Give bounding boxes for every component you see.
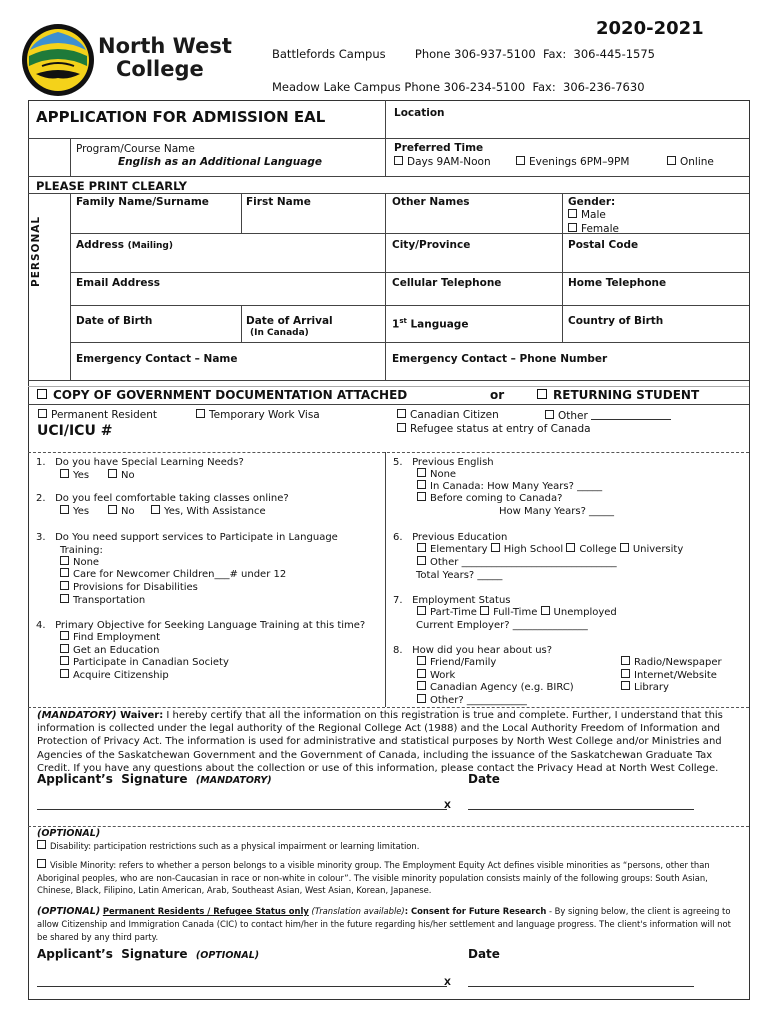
time-days-option[interactable]: Days 9AM-Noon xyxy=(394,156,491,169)
time-days-checkbox[interactable] xyxy=(394,156,403,165)
mandatory-signature-label: Applicant’s Signature (MANDATORY) xyxy=(37,772,272,786)
q6-education-options xyxy=(417,543,683,556)
birth-country-label: Country of Birth xyxy=(568,315,664,327)
q2-assist-option[interactable]: Yes, With Assistance xyxy=(151,505,266,518)
q1-no-checkbox[interactable] xyxy=(108,469,117,478)
postal-code-label: Postal Code xyxy=(568,239,639,251)
permanent-resident-option[interactable]: Permanent Resident xyxy=(38,409,157,422)
time-evenings-checkbox[interactable] xyxy=(516,156,525,165)
q8-library-checkbox[interactable] xyxy=(621,681,630,690)
citizen-checkbox[interactable] xyxy=(397,409,406,418)
college-logo xyxy=(20,22,96,98)
other-names-label: Other Names xyxy=(392,196,470,208)
time-evenings-option[interactable]: Evenings 6PM–9PM xyxy=(516,156,629,169)
optional-signature-x: X xyxy=(444,978,451,988)
permanent-resident-checkbox[interactable] xyxy=(38,409,47,418)
gender-male-option[interactable]: Male xyxy=(568,209,606,222)
disability-option[interactable]: Disability: participation restrictions such as a physical impairment or learning limitation. xyxy=(37,840,743,853)
optional-signature-label: Applicant’s Signature (OPTIONAL) xyxy=(37,947,260,961)
please-print-label: PLEASE PRINT CLEARLY xyxy=(36,179,187,193)
q3-text-line1: 3. Do You need support services to Participate in Language xyxy=(36,532,338,543)
minority-checkbox[interactable] xyxy=(37,859,46,868)
family-name-label: Family Name/Surname xyxy=(76,196,209,208)
optional-label: (OPTIONAL) xyxy=(37,828,101,839)
q5-none-checkbox[interactable] xyxy=(417,468,426,477)
q5-before-option[interactable]: Before coming to Canada? xyxy=(417,492,562,505)
disability-checkbox[interactable] xyxy=(37,840,46,849)
q6-high-option[interactable]: High School xyxy=(491,544,563,555)
q8-work-checkbox[interactable] xyxy=(417,669,426,678)
mandatory-signature-field[interactable] xyxy=(37,797,447,810)
arrival-label: Date of Arrival xyxy=(246,315,333,327)
location-field[interactable] xyxy=(392,120,742,136)
q8-other-checkbox[interactable] xyxy=(417,694,426,703)
returning-student-option[interactable]: RETURNING STUDENT xyxy=(537,388,699,402)
q8-friend-checkbox[interactable] xyxy=(417,656,426,665)
q4-text: 4. Primary Objective for Seeking Language Training at this time? xyxy=(36,620,366,631)
college-name-line2: College xyxy=(116,57,204,81)
q3-disability-checkbox[interactable] xyxy=(60,581,69,590)
q6-university-option[interactable]: University xyxy=(620,544,683,555)
q4-employment-checkbox[interactable] xyxy=(60,631,69,640)
waiver-text: (MANDATORY) Waiver: I hereby certify that all the information on this registration is true and complete. Further, I understand that this information is collected under the legal authority of the Regional College Act (1988) and the Local Authority Freedom of Information and Protection of Privacy Act. The information is used for administrative and statistical purposes by North West College and/or Ministries and Agencies of the Saskatchewan Government and the Government of Canada, including the issuance of the Saskatchewan Graduate Tax Credit. If you have any questions about the collection or use of this information, please contact the Privacy Head at North West College. xyxy=(37,710,723,774)
q8-radio-checkbox[interactable] xyxy=(621,656,630,665)
first-name-label: First Name xyxy=(246,196,311,208)
q7-unemployed-option[interactable]: Unemployed xyxy=(541,607,617,618)
q3-transport-option[interactable]: Transportation xyxy=(60,594,145,607)
q6-other-checkbox[interactable] xyxy=(417,556,426,565)
q8-internet-option[interactable]: Internet/Website xyxy=(621,669,717,682)
city-label: City/Province xyxy=(392,239,471,251)
refugee-option[interactable]: Refugee status at entry of Canada xyxy=(397,423,591,436)
q7-employer-field[interactable]: Current Employer? _______________ xyxy=(416,620,588,631)
copy-gov-doc-option[interactable]: COPY OF GOVERNMENT DOCUMENTATION ATTACHED xyxy=(37,388,407,402)
returning-student-checkbox[interactable] xyxy=(537,389,547,399)
home-phone-label: Home Telephone xyxy=(568,277,667,289)
q7-full-checkbox[interactable] xyxy=(480,606,489,615)
q5-years-field[interactable]: How Many Years? _____ xyxy=(499,506,615,517)
q8-other-option[interactable]: Other? ____________ xyxy=(417,694,527,707)
time-online-checkbox[interactable] xyxy=(667,156,676,165)
other-status-checkbox[interactable] xyxy=(545,410,554,419)
q1-text: 1. Do you have Special Learning Needs? xyxy=(36,457,244,468)
mandatory-date-label: Date xyxy=(468,772,500,786)
gender-male-checkbox[interactable] xyxy=(568,209,577,218)
q5-text: 5. Previous English xyxy=(393,457,494,468)
q6-high-checkbox[interactable] xyxy=(491,543,500,552)
gender-female-option[interactable]: Female xyxy=(568,223,619,236)
q3-disability-option[interactable]: Provisions for Disabilities xyxy=(60,581,198,594)
q3-none-checkbox[interactable] xyxy=(60,556,69,565)
dob-label: Date of Birth xyxy=(76,315,153,327)
q4-education-option[interactable]: Get an Education xyxy=(60,644,159,657)
q6-total-field[interactable]: Total Years? _____ xyxy=(416,570,503,581)
q8-agency-checkbox[interactable] xyxy=(417,681,426,690)
refugee-checkbox[interactable] xyxy=(397,423,406,432)
optional-date-field[interactable] xyxy=(468,974,694,987)
uci-label: UCI/ICU # xyxy=(37,423,113,439)
q7-unemployed-checkbox[interactable] xyxy=(541,606,550,615)
citizen-option[interactable]: Canadian Citizen xyxy=(397,409,499,422)
q7-part-checkbox[interactable] xyxy=(417,606,426,615)
q6-elementary-checkbox[interactable] xyxy=(417,543,426,552)
pr-consent-text: (OPTIONAL) Permanent Residents / Refugee Status only (Translation available): Consent for Future Research - By signing below, the client is agreeing to allow Citizenship and Immigration Canada (CIC) to contact him/her in the future regarding his/her settlement and language progress. The client's information will not be shared by any third party. xyxy=(37,906,731,942)
uci-field[interactable] xyxy=(110,423,380,439)
other-status-option[interactable]: Other xyxy=(545,409,671,423)
q3-text-line2: Training: xyxy=(60,545,103,556)
q8-work-option[interactable]: Work xyxy=(417,669,455,682)
q3-care-checkbox[interactable] xyxy=(60,568,69,577)
arrival-note: (In Canada) xyxy=(250,328,309,338)
q2-yes-checkbox[interactable] xyxy=(60,505,69,514)
time-online-option[interactable]: Online xyxy=(667,156,714,169)
q8-friend-option[interactable]: Friend/Family xyxy=(417,656,496,669)
or-label: or xyxy=(490,388,505,402)
q6-college-option[interactable]: College xyxy=(566,544,616,555)
program-value: English as an Additional Language xyxy=(118,156,322,168)
q5-canada-option[interactable]: In Canada: How Many Years? _____ xyxy=(417,480,602,493)
emergency-phone-label: Emergency Contact – Phone Number xyxy=(392,353,608,365)
temp-visa-option[interactable]: Temporary Work Visa xyxy=(196,409,320,422)
preferred-time-label: Preferred Time xyxy=(394,142,484,154)
q1-no-option[interactable]: No xyxy=(108,469,135,482)
academic-year: 2020-2021 xyxy=(596,18,704,39)
email-label: Email Address xyxy=(76,277,161,289)
q8-radio-option[interactable]: Radio/Newspaper xyxy=(621,656,722,669)
q3-transport-checkbox[interactable] xyxy=(60,594,69,603)
q8-internet-checkbox[interactable] xyxy=(621,669,630,678)
q3-none-option[interactable]: None xyxy=(60,556,99,569)
gender-female-checkbox[interactable] xyxy=(568,223,577,232)
q3-care-option[interactable]: Care for Newcomer Children___# under 12 xyxy=(60,568,286,581)
optional-date-label: Date xyxy=(468,947,500,961)
location-label: Location xyxy=(394,107,445,119)
q7-part-option[interactable]: Part-Time xyxy=(417,607,477,618)
q6-university-checkbox[interactable] xyxy=(620,543,629,552)
optional-signature-field[interactable] xyxy=(37,974,447,987)
q4-employment-option[interactable]: Find Employment xyxy=(60,631,160,644)
temp-visa-checkbox[interactable] xyxy=(196,409,205,418)
first-language-label: 1st Language xyxy=(392,317,469,331)
q2-no-checkbox[interactable] xyxy=(108,505,117,514)
program-label: Program/Course Name xyxy=(76,143,195,155)
q4-society-option[interactable]: Participate in Canadian Society xyxy=(60,656,229,669)
q6-text: 6. Previous Education xyxy=(393,532,508,543)
emergency-name-label: Emergency Contact – Name xyxy=(76,353,238,365)
q2-assist-checkbox[interactable] xyxy=(151,505,160,514)
q2-text: 2. Do you feel comfortable taking classes online? xyxy=(36,493,289,504)
q5-canada-checkbox[interactable] xyxy=(417,480,426,489)
q8-agency-option[interactable]: Canadian Agency (e.g. BIRC) xyxy=(417,681,574,694)
q8-library-option[interactable]: Library xyxy=(621,681,669,694)
cell-phone-label: Cellular Telephone xyxy=(392,277,502,289)
q8-text: 8. How did you hear about us? xyxy=(393,645,553,656)
meadow-lake-contact: Meadow Lake Campus Phone 306-234-5100 Fax: 306-236-7630 xyxy=(272,80,645,94)
q4-society-checkbox[interactable] xyxy=(60,656,69,665)
q7-text: 7. Employment Status xyxy=(393,595,511,606)
college-name-line1: North West xyxy=(98,34,232,58)
q2-no-option[interactable]: No xyxy=(108,505,135,518)
address-label: Address (Mailing) xyxy=(76,239,173,251)
q5-none-option[interactable]: None xyxy=(417,468,456,481)
copy-gov-doc-checkbox[interactable] xyxy=(37,389,47,399)
q1-yes-option[interactable]: Yes xyxy=(60,469,89,482)
q6-elementary-option[interactable]: Elementary xyxy=(417,544,488,555)
battlefords-contact: Battlefords Campus Phone 306-937-5100 Fax: 306-445-1575 xyxy=(272,47,656,61)
q4-citizenship-option[interactable]: Acquire Citizenship xyxy=(60,669,169,682)
q4-citizenship-checkbox[interactable] xyxy=(60,669,69,678)
q6-college-checkbox[interactable] xyxy=(566,543,575,552)
q5-before-checkbox[interactable] xyxy=(417,492,426,501)
q6-other-option[interactable]: Other _______________________________ xyxy=(417,556,617,569)
q4-education-checkbox[interactable] xyxy=(60,644,69,653)
q1-yes-checkbox[interactable] xyxy=(60,469,69,478)
q2-yes-option[interactable]: Yes xyxy=(60,505,89,518)
mandatory-signature-x: X xyxy=(444,801,451,811)
gender-label: Gender: xyxy=(568,196,616,208)
form-title: APPLICATION FOR ADMISSION EAL xyxy=(36,108,326,126)
personal-side-label: PERSONAL xyxy=(30,215,42,287)
minority-option[interactable]: Visible Minority: refers to whether a person belongs to a visible minority group. The Employment Equity Act defines visible minorities as “persons, other than Aboriginal peoples, who are non-Caucasian in race or non-white in colour”. The visible minority population consists mainly of the following groups: South Asian, Chinese, Black, Filipino, Latin American, Arab, Southeast Asian, West Asian, Korean, Japanese. xyxy=(37,860,710,895)
q7-full-option[interactable]: Full-Time xyxy=(480,607,537,618)
mandatory-date-field[interactable] xyxy=(468,797,694,810)
q7-options xyxy=(417,606,617,619)
